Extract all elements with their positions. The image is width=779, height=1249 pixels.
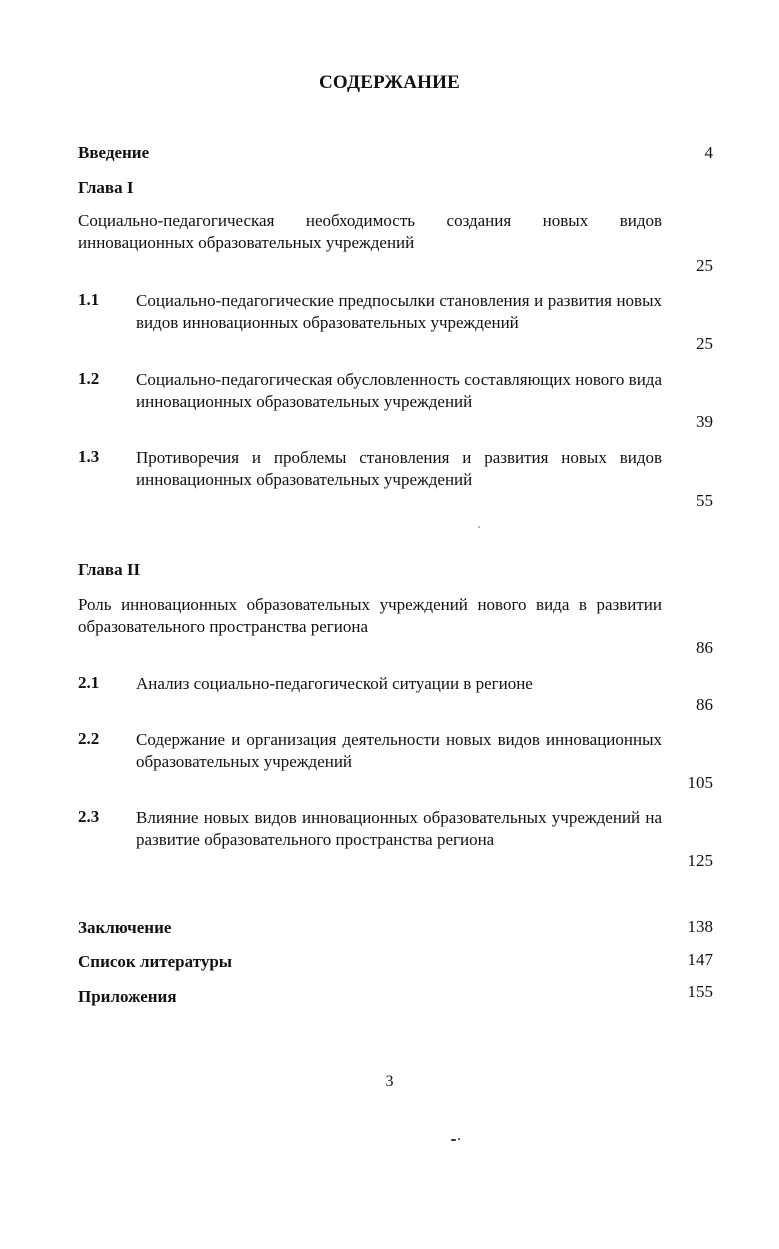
page-number: 3 [385,1073,394,1090]
toc-conclusion-label: Заключение [78,918,172,937]
chapter1-heading: Глава I [78,178,134,197]
section-2-2-page: 105 [687,773,713,792]
section-1-3-title: Противоречия и проблемы становления и развития новых видов инновационных образовательных учреждений [136,448,662,489]
toc-references-label: Список литературы [78,952,233,971]
section-2-3-title: Влияние новых видов инновационных образовательных учреждений на развитие образовательного пространства региона [136,808,662,849]
chapter1-title: Социально-педагогическая необходимость создания новых видов инновационных образовательных учреждений [78,211,662,252]
chapter1-page: 25 [696,256,713,275]
chapter2-page: 86 [696,638,713,657]
section-2-3-page: 125 [687,851,713,870]
scan-speck [458,1138,460,1140]
toc-conclusion-page: 138 [687,917,713,936]
section-1-2-title: Социально-педагогическая обусловленность составляющих нового вида инновационных образовательных учреждений [136,370,662,411]
toc-appendices-label: Приложения [78,987,177,1006]
section-1-3-page: 55 [696,491,713,510]
section-2-3-number: 2.3 [78,807,100,826]
scan-speck [451,1139,456,1141]
scan-speck [478,526,480,528]
section-1-1-page: 25 [696,334,713,353]
chapter2-title: Роль инновационных образовательных учреждений нового вида в развитии образовательного пространства региона [78,595,662,636]
toc-intro-page: 4 [704,143,713,162]
section-2-1-title: Анализ социально-педагогической ситуации в регионе [136,674,533,693]
section-1-3-number: 1.3 [78,447,100,466]
section-2-2-title: Содержание и организация деятельности новых видов инновационных образовательных учреждений [136,730,662,771]
toc-appendices-page: 155 [687,982,713,1001]
chapter2-heading: Глава II [78,560,141,579]
page-title: СОДЕРЖАНИЕ [319,72,460,93]
section-1-1-title: Социально-педагогические предпосылки становления и развития новых видов инновационных образовательных учреждений [136,291,662,332]
section-2-2-number: 2.2 [78,729,100,748]
section-2-1-page: 86 [696,695,713,714]
section-1-2-page: 39 [696,412,713,431]
section-1-2-number: 1.2 [78,369,100,388]
section-2-1-number: 2.1 [78,673,100,692]
toc-intro-label: Введение [78,143,150,162]
toc-references-page: 147 [687,950,713,969]
section-1-1-number: 1.1 [78,290,100,309]
